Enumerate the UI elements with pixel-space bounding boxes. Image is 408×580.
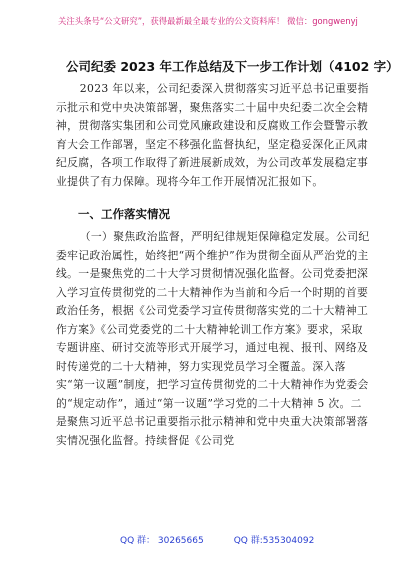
section-heading: 一、工作落实情况 <box>78 207 170 221</box>
footer-qq-groups <box>120 533 340 549</box>
intro-paragraph: 2023 年以来，公司纪委深入贯彻落实习近平总书记重要指示批示和党中央决策部署，聚焦落实二十届中央纪委二次全会精神，贯彻落实集团和公司党风廉政建设和反腐败工作会暨警示教育大会工作部署，坚定不移强化监督执纪，坚定稳妥深化正风肃纪反腐，各项工作取得了新进展新成效，为公司改革发展稳定事业提供了有力保障。现将今年工作开展情况汇报如下。 <box>56 82 369 188</box>
footer-qq-group-2: QQ 群:535304092 <box>233 536 315 546</box>
section-paragraph: （一）聚焦政治监督，严明纪律规矩保障稳定发展。公司纪委牢记政治属性，始终把“两个维护”作为贯彻全面从严治党的主线。一是聚焦党的二十大学习贯彻情况强化监督。公司党委把深入学习宣传贯彻党的二十大精神作为当前和今后一个时期的首要政治任务，根据《公司党委学习宣传贯彻落实党的二十大精神工作方案》《公司党委党的二十大精神轮训工作方案》要求，采取专题讲座、研讨交流等形式开展学习，通过电视、报刊、网络及时传递党的二十大精神，努力实现党员学习全覆盖。深入落实“第一议题”制度，把学习宣传贯彻党的二十大精神作为党委会的“规定动作”，通过“第一议题”学习党的二十大精神 5 次。二是聚焦习近平总书记重要指示批示精神和党中央重大决策部署落实情况强化监督。持续督促《公司党 <box>56 230 370 447</box>
header-banner: 关注头条号“公文研究”，获得最新最全最专业的公文资料库！ 微信：gongwenyj <box>58 16 358 26</box>
document-title: 公司纪委 2023 年工作总结及下一步工作计划（4102 字） <box>66 59 399 74</box>
footer-qq-group-1: QQ 群： 30265665 <box>120 536 204 546</box>
